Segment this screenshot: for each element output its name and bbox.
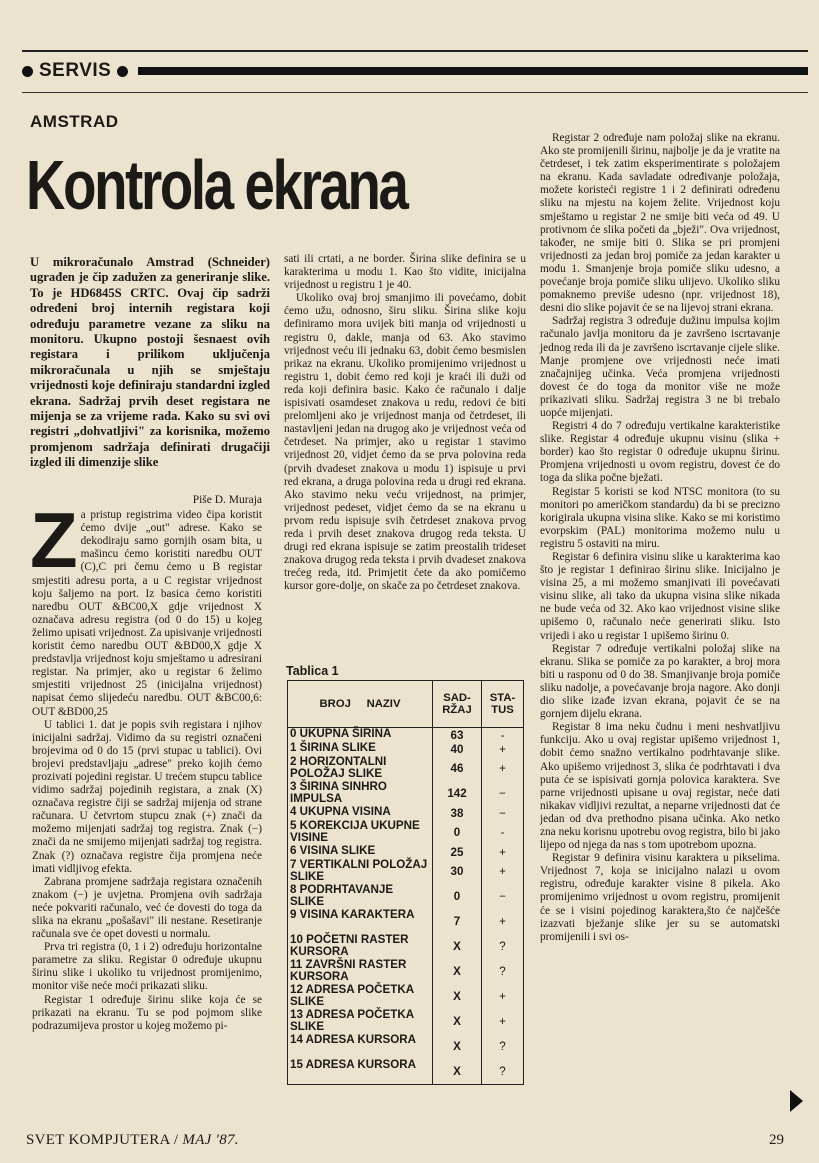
- page-number: 29: [769, 1132, 784, 1148]
- register-status: ?: [482, 1059, 524, 1085]
- paragraph: Registar 1 određuje širinu slike koja će se prikazati na ekranu. Tu se pod pojmom slike podrazumijeva prostor u kojeg možemo pi-: [32, 993, 262, 1032]
- register-status: ?: [482, 959, 524, 984]
- register-value: X: [433, 1059, 482, 1085]
- register-status: -: [482, 728, 524, 743]
- table-header-row: [288, 681, 524, 728]
- paragraph: Registar 6 definira visinu slike u karakterima kao što je registar 1 definirao širinu slike. Inicijalno je visina 25, a mi možemo smanjivati ili povećavati visinu slike, ali tako da ukupna visina slike nikada ne bude veća od 32. Ako kao vrijednost visine slike upišemo 0, računalo neće generirati sliku. Isto vrijedi i ako u registar 1 upišemo širinu 0.: [540, 551, 780, 642]
- byline: Piše D. Muraja: [192, 494, 262, 506]
- register-status: ?: [482, 934, 524, 959]
- table-row: [288, 820, 524, 845]
- register-value: 7: [433, 909, 482, 934]
- register-status: −: [482, 884, 524, 909]
- table-row: [288, 859, 524, 884]
- table-row: [288, 742, 524, 756]
- table-row: [288, 984, 524, 1009]
- table-row: [288, 781, 524, 806]
- register-value: 142: [433, 781, 482, 806]
- register-value: 40: [433, 742, 482, 756]
- register-name: 2 HORIZONTALNI POLOŽAJ SLIKE: [288, 756, 433, 781]
- top-rule: [22, 50, 808, 52]
- first-paragraph: Za pristup registrima video čipa koristit ćemo dvije „out" adrese. Kako se dekodiraju samo gornjih osam bita, u mašincu ćemo koristiti naredbu OUT (C),C pri čemu ćemo u B registar smjestiti adresu porta, a u C registar vrijednost koju šaljemo na port. Iz basica ćemo koristiti naredbu OUT &BC00,X gdje vrijednost X označava adresu registra (od 0 do 15) u kojeg želimo upisati vrijednost. Za upisivanje vrijednosti koristit ćemo naredbu OUT &BD00,X gdje X predstavlja vrijednost koju smještamo u adresirani registar. Na primjer, ako u registar 6 želimo smjestiti vrijednost 25 (inicijalna vrijednost) napisat ćemo slijedeću naredbu. OUT &BC00,6: OUT &BD00,25: [30, 496, 262, 718]
- bullet-icon: [22, 66, 33, 77]
- header-status: STA- TUS: [482, 681, 524, 728]
- register-value: X: [433, 934, 482, 959]
- paragraph: U tablici 1. dat je popis svih registara i njihov inicijalni sadržaj. Vidimo da su registri označeni brojevima od 0 do 15 (prvi stupac u tablici). Ovi brojevi predstavljaju „adrese" preko kojih ćemo prozivati pojedini registar. U trećem stupcu tablice vidimo sadržaj pojedinih registara, a znak (X) označava registre čiji se sadržaj mijenja od strane računara. U četvrtom stupcu znak (+) znači da možemo mijenjati sadržaj tog registra. Znak (−) znači da ne smijemo mijenjati sadržaj tog registra. Znak (?) označava registre čija promjena neće imati vidljivog efekta.: [32, 718, 262, 875]
- register-status: +: [482, 742, 524, 756]
- lead-paragraph: U mikroračunalo Amstrad (Schneider) ugrađen je čip zadužen za generiranje slike. To je HD6845S CRTC. Ovaj čip sadrži određeni broj internih registara koji određuju parametre vezane za sliku na monitoru. Ukupno postoji šesnaest ovih registara i prilikom uključenja mikroračunala u njih se smještaju vrijednosti koje definiraju standardni izgled ekrana. Sadržaj prvih deset registara ne mijenja se za vrijeme rada. Kako su svi ovi registri „dohvatljivi" za korisnika, možemo promjenom sadržaja definirati drugačiji izgled ili dimenzije slike: [30, 255, 270, 470]
- register-status: -: [482, 820, 524, 845]
- register-status: +: [482, 845, 524, 859]
- section-label: [22, 60, 128, 82]
- register-name: 6 VISINA SLIKE: [288, 845, 433, 859]
- header-broj-naziv: BROJ NAZIV: [288, 681, 433, 728]
- table-row: [288, 756, 524, 781]
- register-name: 4 UKUPNA VISINA: [288, 806, 433, 820]
- register-name: 9 VISINA KARAKTERA: [288, 909, 433, 934]
- section-title: SERVIS: [39, 60, 112, 81]
- table-row: [288, 1059, 524, 1085]
- article-column-2: [284, 253, 526, 593]
- register-status: +: [482, 984, 524, 1009]
- register-value: 46: [433, 756, 482, 781]
- register-value: X: [433, 959, 482, 984]
- paragraph: Registri 4 do 7 određuju vertikalne karakteristike slike. Registar 4 određuje ukupnu visinu (slika + border) kao što registar 0 određuje ukupnu širinu. Promjena vrijednosti u ovom registru, dovest će do toga da slika počne bježati.: [540, 420, 780, 485]
- register-name: 15 ADRESA KURSORA: [288, 1059, 433, 1085]
- bullet-icon: [117, 66, 128, 77]
- paragraph: sati ili crtati, a ne border. Širina slike definira se u karakterima u modu 1. Kao što vidite, inicijalna vrijednost u registru 1 je 40.: [284, 253, 526, 292]
- register-status: +: [482, 1009, 524, 1034]
- register-table: [287, 680, 524, 1085]
- register-status: −: [482, 781, 524, 806]
- register-status: ?: [482, 1034, 524, 1059]
- section-header: [22, 58, 808, 84]
- register-status: +: [482, 909, 524, 934]
- register-value: 25: [433, 845, 482, 859]
- article-column-1: [32, 494, 262, 1033]
- register-name: 13 ADRESA POČETKA SLIKE: [288, 1009, 433, 1034]
- register-status: +: [482, 859, 524, 884]
- register-name: 10 POČETNI RASTER KURSORA: [288, 934, 433, 959]
- magazine-name: SVET KOMPJUTERA /: [26, 1132, 179, 1148]
- table-row: [288, 806, 524, 820]
- register-value: X: [433, 1009, 482, 1034]
- paragraph: Zabrana promjene sadržaja registara označenih znakom (−) je uvjetna. Promjena ovih sadržaja neće pokvariti računalo, već će dovesti do toga da slika na ekranu „pošašavi" ili nestane. Resetiranje računala sve će opet dovesti u normalu.: [32, 875, 262, 941]
- brand-label: AMSTRAD: [30, 112, 119, 131]
- page-title: Kontrola ekrana: [26, 146, 407, 224]
- register-status: +: [482, 756, 524, 781]
- table-row: [288, 845, 524, 859]
- paragraph: Sadržaj registra 3 određuje dužinu impulsa kojim računalo javlja monitoru da je završeno iscrtavanje jednog reda ili da je završeno iscrtavanje cijele slike. Manje promjene ove vrijednosti neće imati značajnijeg učinka. Veća promjena vrijednosti dovest će do toga da monitor više ne može prikazivati sliku. Sadržaj registra 3 ne bi trebalo uopće mijenjati.: [540, 315, 780, 419]
- header-rule: [138, 67, 808, 75]
- paragraph: Registar 7 određuje vertikalni položaj slike na ekranu. Slika se pomiče za po karakter, a broj mora biti u rasponu od 0 do 38. Smanjivanje broja pomiče sliku nadolje, a povećavanje broja nagore. Ako donji dio slike izađe izvan ekrana, pojavit će se na gornjem dijelu ekrana.: [540, 642, 780, 721]
- article-column-3: [540, 132, 780, 944]
- register-value: 30: [433, 859, 482, 884]
- register-name: 11 ZAVRŠNI RASTER KURSORA: [288, 959, 433, 984]
- table-row: [288, 884, 524, 909]
- table-row: [288, 728, 524, 743]
- register-value: 0: [433, 884, 482, 909]
- paragraph: Prva tri registra (0, 1 i 2) određuju horizontalne parametre za sliku. Registar 0 određuje ukupnu širinu slike i ukoliko tu vrijednost promijenimo, monitor više neće moći prikazati sliku.: [32, 941, 262, 993]
- continue-arrow-icon: [790, 1090, 803, 1112]
- register-name: 3 ŠIRINA SINHRO IMPULSA: [288, 781, 433, 806]
- register-name: 7 VERTIKALNI POLOŽAJ SLIKE: [288, 859, 433, 884]
- paragraph: Registar 9 definira visinu karaktera u pikselima. Vrijednost 7, koja se inicijalno nalazi u ovom registru, određuje karakter visine 8 pikela. Ako promijenimo vrijednost u ovom registru, promijenit će se i visini pojedinog karaktera,što će najčešće izazvati bježanje slike jer su se automatski promijenili i svi os-: [540, 852, 780, 943]
- footer: [26, 1132, 239, 1149]
- table-title: Tablica 1: [286, 664, 339, 678]
- register-name: 5 KOREKCIJA UKUPNE VISINE: [288, 820, 433, 845]
- register-name: 12 ADRESA POČETKA SLIKE: [288, 984, 433, 1009]
- header-underline: [22, 92, 808, 93]
- table-row: [288, 959, 524, 984]
- register-value: X: [433, 984, 482, 1009]
- dropcap: Z: [30, 496, 78, 585]
- paragraph: Ukoliko ovaj broj smanjimo ili povećamo, dobit ćemo užu, odnosno, širu sliku. Širina slike koju definiramo mora uvijek biti manja od vrijednosti u registru 0, dakle, manja od 63. Ako stavimo vrijednost veću ili jednaku 63, dobit ćemo besmislen prikaz na ekranu. Ukoliko promijenimo vrijednost u registru 1, dobit ćemo red koji je kraći ili duži od reda koji definira basic. Kako će računalo i dalje ispisivati osamdeset znakova u redu, redovi će biti prelomljeni ako je vrijednost manja od četrdeset, ili nastavljeni jedan na drugog ako je vrijednost veća od četrdeset. Na primjer, ako u registar 1 stavimo vrijednost 20, vidjet ćemo da se prva polovina reda (prvih dvadeset znakova u modu 1) ispisuje u prvi red ekrana, a druga polovina reda u drugi red ekrana. Ako stavimo neku veću vrijednost, na primjer, vrijednost pedeset, vidjet ćemo da se na ekranu u prvom redu ispisuje svih četrdeset znakova prvog reda i prvih deset znakova drugog reda teksta. U drugi red ekrana ispisuje se zatim preostalih trideset znakova drugog reda teksta i prvih dvadeset znakova trećeg reda, itd. Primjetit ćete da ako pomičemo kursor gore-dolje, on skače za po četrdeset znakova.: [284, 292, 526, 593]
- paragraph: Registar 2 određuje nam položaj slike na ekranu. Ako ste promijenili širinu, najbolje je da je vratite na četrdeset, i tek zatim eksperimentirate s položajem na ekranu. Kada savladate određivanje položaja, možete koristeći registre 1 i 2 definirati određenu sliku na mjestu na kojem želite. Vrijednost koju smještamo u registar 2 ne smije biti veća od 49. U protivnom će slika početi da „bježi". Ova vrijednost, također, ne smije biti 0. Slika se pri promjeni vrijednosti za jedan broj pomiče za jedan karakter u modu 1. Smanjenje broja pomiče sliku udesno, a povećanje broja pomiče sliku ulijevo. Ukoliko sliku pomaknemo previše udesno (npr. vrijednost 18), desni dio slike pojavit će se na lijevoj strani ekrana.: [540, 132, 780, 315]
- issue-date: MAJ '87.: [182, 1132, 239, 1148]
- table-row: [288, 1009, 524, 1034]
- register-name: 14 ADRESA KURSORA: [288, 1034, 433, 1059]
- table-row: [288, 1034, 524, 1059]
- register-status: −: [482, 806, 524, 820]
- register-value: 38: [433, 806, 482, 820]
- paragraph: Registar 5 koristi se kod NTSC monitora (to su monitori po američkom standardu) da bi se precizno korigirala ukupna visina slike. Kako se mi koristimo evorpskim (PAL) monitorima možemo nulu u registru 5 ostaviti na miru.: [540, 485, 780, 550]
- register-name: 8 PODRHTAVANJE SLIKE: [288, 884, 433, 909]
- table-row: [288, 909, 524, 934]
- register-value: X: [433, 1034, 482, 1059]
- register-value: 0: [433, 820, 482, 845]
- register-name: 1 ŠIRINA SLIKE: [288, 742, 433, 756]
- header-sadrzaj: SAD- RŽAJ: [433, 681, 482, 728]
- register-name: 0 UKUPNA ŠIRINA: [288, 728, 433, 743]
- table-row: [288, 934, 524, 959]
- register-value: 63: [433, 728, 482, 743]
- paragraph: Registar 8 ima neku čudnu i meni neshvatljivu funkciju. Ako u ovaj registar upišemo vrijednost 1, dobit ćemo snažno vertikalno podrhtavanje slike. Ako upišemo vrijednost 3, slika će podrhtavati i dva puta će se ispisivati gornja polovica karaktera. Sve parne vrijednosti upisane u ovaj registar, neće dati nikakav vidljivi rezultat, a neparne vrijednosti dat će jedan od dva prethodno pisana učinka. Ako netko zna neku korisnu upotrebu ovog registra, bilo bi jako lijepo od njega da nas s tom upotrebom upozna.: [540, 721, 780, 852]
